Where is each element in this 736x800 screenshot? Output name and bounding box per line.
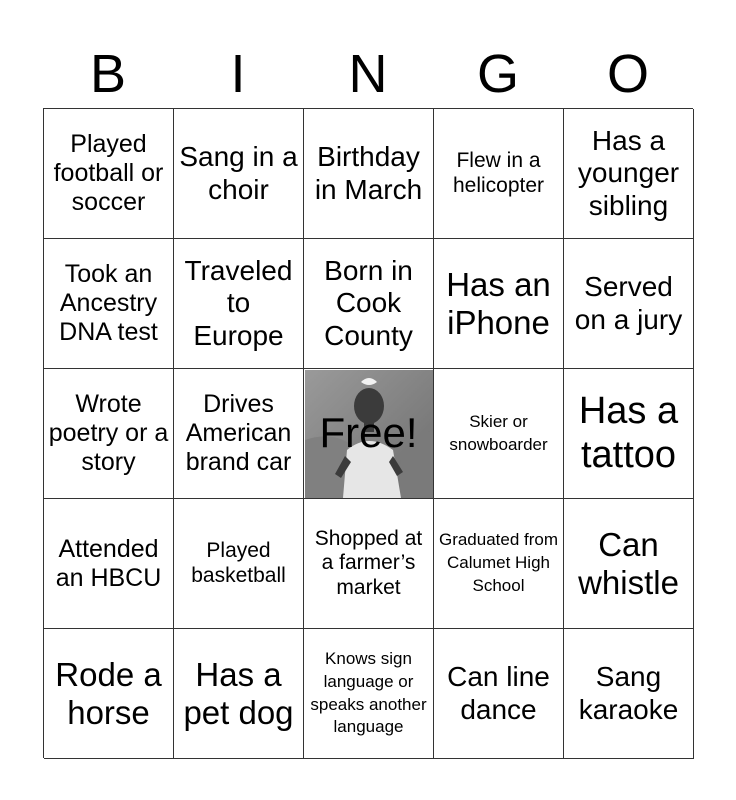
bingo-cell[interactable] (44, 109, 174, 239)
cell-label: Flew in a helicopter (452, 149, 545, 197)
bingo-cell[interactable] (174, 369, 304, 499)
cell-label: Has an iPhone (446, 265, 551, 341)
bingo-cell[interactable] (304, 629, 434, 759)
header-letter-o: O (606, 44, 649, 104)
cell-label: Sang karaoke (578, 661, 679, 725)
bingo-cell[interactable] (564, 499, 694, 629)
header-letter-i: I (230, 44, 246, 104)
bingo-cell[interactable] (434, 629, 564, 759)
cell-label: Traveled to Europe (184, 255, 293, 351)
bingo-cell[interactable] (44, 629, 174, 759)
free-space-label: Free! (319, 409, 418, 457)
cell-label: Can line dance (447, 661, 550, 725)
header-letter-g: G (476, 44, 519, 104)
bingo-cell[interactable] (174, 109, 304, 239)
bingo-cell[interactable] (434, 499, 564, 629)
bingo-cell[interactable] (304, 109, 434, 239)
cell-label: Played football or soccer (53, 130, 164, 216)
bingo-cell[interactable] (304, 239, 434, 369)
cell-label: Skier or snowboarder (449, 411, 548, 454)
header-letter-b: B (89, 44, 127, 104)
cell-label: Can whistle (578, 525, 679, 601)
bingo-cell[interactable] (434, 109, 564, 239)
free-space-cell[interactable] (304, 369, 434, 499)
cell-label: Has a younger sibling (577, 125, 680, 221)
cell-label: Served on a jury (574, 271, 683, 335)
cell-label: Wrote poetry or a story (48, 390, 169, 476)
cell-label: Birthday in March (314, 141, 423, 205)
bingo-cell[interactable] (564, 369, 694, 499)
cell-label: Sang in a choir (179, 141, 298, 205)
cell-label: Rode a horse (55, 655, 162, 731)
bingo-cell[interactable] (174, 499, 304, 629)
cell-label: Shopped at a farmer’s market (314, 527, 423, 599)
cell-label: Graduated from Calumet High School (438, 530, 559, 595)
bingo-header (43, 40, 693, 108)
cell-label: Attended an HBCU (55, 534, 162, 592)
bingo-cell[interactable] (564, 629, 694, 759)
bingo-cell[interactable] (174, 629, 304, 759)
cell-label: Born in Cook County (324, 255, 413, 351)
cell-label: Drives American brand car (185, 390, 292, 476)
cell-label: Knows sign language or speaks another language (310, 648, 427, 737)
bingo-cell[interactable] (44, 499, 174, 629)
cell-label: Has a pet dog (183, 655, 294, 731)
bingo-cell[interactable] (44, 369, 174, 499)
bingo-cell[interactable] (434, 369, 564, 499)
bingo-cell[interactable] (44, 239, 174, 369)
cell-label: Took an Ancestry DNA test (59, 260, 158, 346)
bingo-cell[interactable] (174, 239, 304, 369)
bingo-cell[interactable] (564, 239, 694, 369)
cell-label: Has a tattoo (578, 389, 679, 476)
bingo-cell[interactable] (564, 109, 694, 239)
header-letter-n: N (348, 44, 388, 104)
bingo-cell[interactable] (304, 499, 434, 629)
bingo-cell[interactable] (434, 239, 564, 369)
cell-label: Played basketball (191, 539, 286, 587)
bingo-grid (43, 108, 693, 758)
